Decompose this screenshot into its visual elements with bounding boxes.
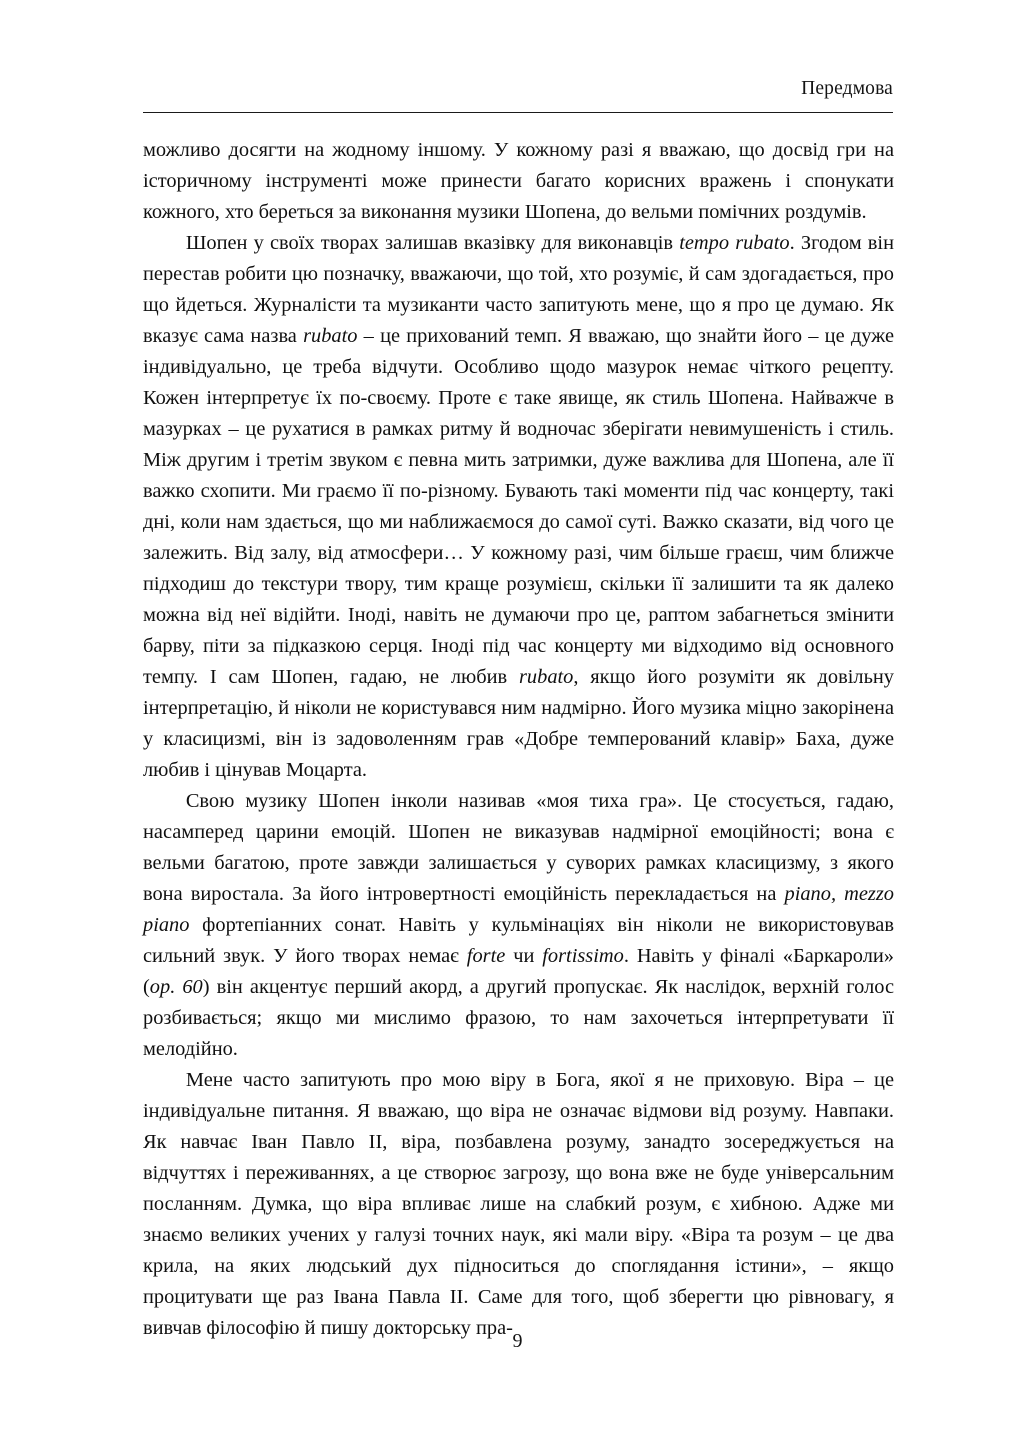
text-run: . Згодом він перестав робити цю позначку, вважаючи, що той, хто розуміє, й сам здогадається, про що йдеться. Журналісти та музиканти часто запитують мене, що я про це думаю. Як вказує сама назва: [143, 232, 895, 347]
text-run: фортепіанних сонат. Навіть у кульмінаціях він ніколи не використовував сильний звук. У його творах немає: [143, 914, 894, 967]
text-run: можливо досягти на жодному іншому. У кожному разі я вважаю, що досвід гри на історичному інструменті може принести багато корисних вражень і спонукати кожного, хто береться за виконання музики Шопена, до вельми помічних роздумів.: [143, 139, 894, 223]
text-run: Свою музику Шопен інколи називав «моя тиха гра». Це стосується, гадаю, насамперед царини емоцій. Шопен не виказував надмірної емоційності; вона є вельми багатою, проте завжди залишається у суворих рамках класицизму, з якого вона виростала. За його інтровертності емоційність перекладається на: [143, 790, 894, 905]
italic-term: fortissimo: [542, 945, 624, 967]
page-number-folio: 9: [512, 1330, 523, 1352]
body-paragraph: [143, 786, 894, 1065]
text-run: чи: [505, 945, 543, 967]
italic-term: piano, mezzo piano: [143, 883, 894, 936]
running-head: Передмова: [801, 78, 893, 99]
italic-term: forte: [466, 945, 506, 967]
italic-term: tempo rubato: [679, 232, 790, 254]
text-run: ) він акцентує перший акорд, а другий пропускає. Як наслідок, верхній голос розбивається; якщо ми мислимо фразою, то нам захочеться інтерпретувати її мелодійно.: [143, 976, 895, 1060]
header-rule-divider: [143, 112, 893, 113]
body-paragraph: [143, 228, 894, 786]
body-text-block: [143, 135, 894, 1344]
body-paragraph: [143, 1065, 894, 1344]
text-run: Мене часто запитують про мою віру в Бога, якої я не приховую. Віра – це індивідуальне питання. Я вважаю, що віра не означає відмови від розуму. Навпаки. Як навчає Іван Павло II, віра, позбавлена розуму, занадто зосереджується на відчуттях і переживаннях, а це створює загрозу, що вона вже не буде універсальним посланням. Думка, що віра впливає лише на слабкий розум, є хибною. Адже ми знаємо великих учених у галузі точних наук, які мали віру. «Віра та розум – це два крила, на яких людський дух підноситься до споглядання істини», – якщо процитувати ще раз Івана Павла II. Саме для того, щоб зберегти цю рівновагу, я вивчав філософію й пишу докторську пра-: [143, 1069, 894, 1339]
italic-term: op. 60: [149, 976, 203, 998]
body-paragraph: [143, 135, 894, 228]
text-run: Шопен у своїх творах залишав вказівку для виконавців: [185, 232, 680, 254]
italic-term: rubato: [303, 325, 358, 347]
text-run: . Навіть у фіналі «Баркароли» (: [143, 945, 894, 998]
text-run: – це прихований темп. Я вважаю, що знайти його – це дуже індивідуально, це треба відчути. Особливо щодо мазурок немає чіткого рецепту. Кожен інтерпретує їх по-своєму. Проте є таке явище, як стиль Шопена. Найважче в мазурках – це рухатися в рамках ритму й водночас зберігати невимушеність і стиль. Між другим і третім звуком є певна мить затримки, дуже важлива для Шопена, але її важко схопити. Ми граємо її по-різному. Бувають такі моменти під час концерту, такі дні, коли нам здається, що ми наближаємося до самої суті. Важко сказати, від чого це залежить. Від залу, від атмосфери… У кожному разі, чим більше граєш, чим ближче підходиш до текстури твору, тим краще розумієш, скільки її залишити та як далеко можна від неї відійти. Іноді, навіть не думаючи про це, раптом забагнеться змінити барву, піти за підказкою серця. Іноді під час концерту ми відходимо від основного темпу. І сам Шопен, гадаю, не любив: [143, 325, 894, 688]
text-run: , якщо його розуміти як довільну інтерпретацію, й ніколи не користувався ним надмірно. Його музика міцно закорінена у класицизмі, він із задоволенням грав «Добре темперований клавір» Баха, дуже любив і цінував Моцарта.: [143, 666, 894, 781]
italic-term: rubato: [519, 666, 574, 688]
